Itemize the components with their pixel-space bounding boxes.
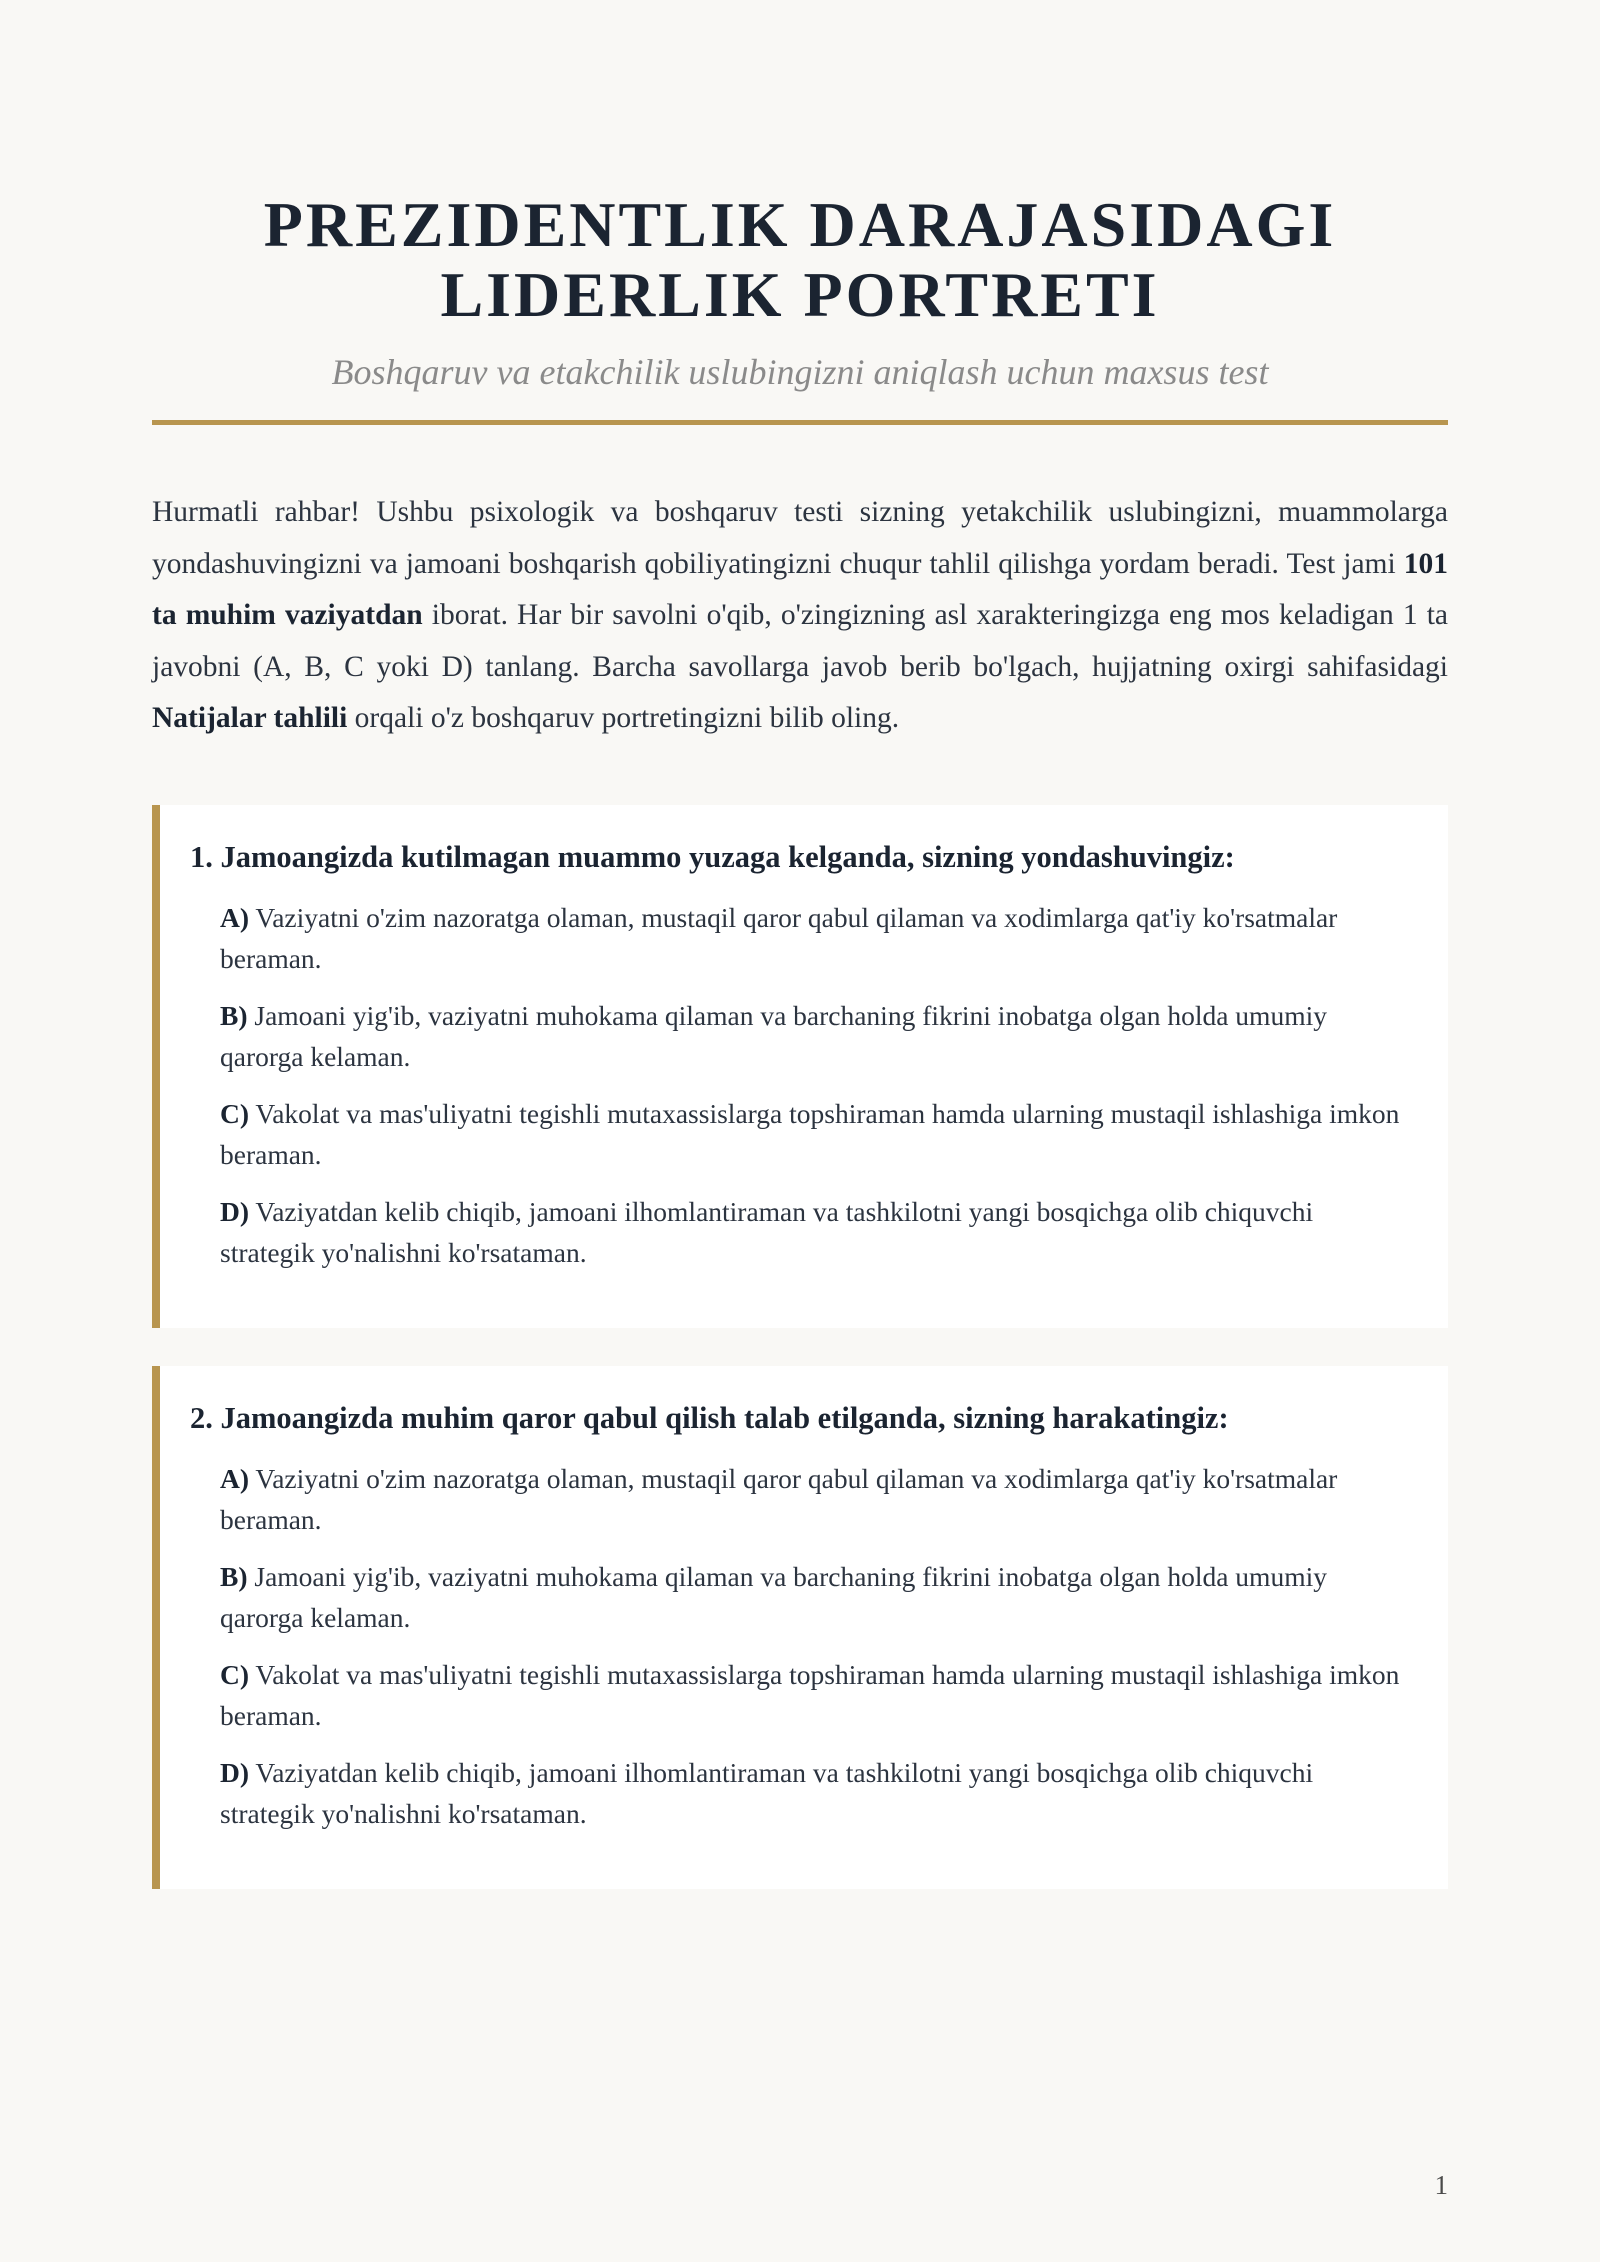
page-title bbox=[152, 190, 1448, 330]
intro-bold-question-count: 101 ta muhim vaziyatdan bbox=[152, 547, 1448, 631]
intro-bold-results-analysis: Natijalar tahlili bbox=[152, 702, 348, 734]
question-title: 1. Jamoangizda kutilmagan muammo yuzaga kelganda, sizning yondashuvingiz: bbox=[190, 839, 1235, 874]
answer-option-b[interactable] bbox=[220, 995, 1412, 1077]
option-text: Vaziyatni o'zim nazoratga olaman, mustaqil qaror qabul qilaman va xodimlarga qat'iy ko'rsatmalar beraman. bbox=[220, 1462, 1338, 1535]
title-line-2: LIDERLIK PORTRETI bbox=[440, 259, 1160, 330]
option-text: Vaziyatni o'zim nazoratga olaman, mustaqil qaror qabul qilaman va xodimlarga qat'iy ko'rsatmalar beraman. bbox=[220, 901, 1338, 974]
option-letter: D) bbox=[220, 1756, 250, 1788]
intro-text-1: Hurmatli rahbar! Ushbu psixologik va boshqaruv testi sizning yetakchilik uslubingizni, muammolarga yondashuvingizni va jamoani boshqarish qobiliyatingizni chuqur tahlil qilishga yordam beradi. Test jami bbox=[152, 496, 1448, 580]
intro-paragraph bbox=[152, 487, 1448, 745]
option-letter: C) bbox=[220, 1658, 250, 1690]
option-text: Vakolat va mas'uliyatni tegishli mutaxassislarga topshiraman hamda ularning mustaqil ishlashiga imkon beraman. bbox=[220, 1097, 1400, 1170]
option-letter: B) bbox=[220, 1560, 248, 1592]
option-letter: A) bbox=[220, 901, 250, 933]
option-letter: D) bbox=[220, 1195, 250, 1227]
header-divider bbox=[152, 420, 1448, 425]
option-text: Vaziyatdan kelib chiqib, jamoani ilhomlantiraman va tashkilotni yangi bosqichga olib chiquvchi strategik yo'nalishni ko'rsataman. bbox=[220, 1195, 1314, 1268]
answer-option-c[interactable] bbox=[220, 1654, 1412, 1736]
question-title: 2. Jamoangizda muhim qaror qabul qilish talab etilganda, sizning harakatingiz: bbox=[190, 1400, 1229, 1435]
intro-text-2: iborat. Har bir savolni o'qib, o'zingizning asl xarakteringizga eng mos keladigan 1 ta javobni (A, B, C yoki D) tanlang. Barcha savollarga javob berib bo'lgach, hujjatning oxirgi sahifasidagi bbox=[152, 599, 1448, 683]
answer-option-a[interactable] bbox=[220, 1458, 1412, 1540]
option-letter: C) bbox=[220, 1097, 250, 1129]
document-page bbox=[152, 0, 1448, 1889]
title-line-1: PREZIDENTLIK DARAJASIDAGI bbox=[263, 189, 1337, 260]
page-subtitle: Boshqaruv va etakchilik uslubingizni aniqlash uchun maxsus test bbox=[331, 352, 1269, 392]
option-text: Vaziyatdan kelib chiqib, jamoani ilhomlantiraman va tashkilotni yangi bosqichga olib chiquvchi strategik yo'nalishni ko'rsataman. bbox=[220, 1756, 1314, 1829]
option-text: Vakolat va mas'uliyatni tegishli mutaxassislarga topshiraman hamda ularning mustaqil ishlashiga imkon beraman. bbox=[220, 1658, 1400, 1731]
answer-option-c[interactable] bbox=[220, 1093, 1412, 1175]
question-card-2 bbox=[152, 1366, 1448, 1889]
page-number: 1 bbox=[1434, 2170, 1448, 2200]
answer-option-d[interactable] bbox=[220, 1752, 1412, 1834]
question-card-1 bbox=[152, 805, 1448, 1328]
option-letter: A) bbox=[220, 1462, 250, 1494]
option-text: Jamoani yig'ib, vaziyatni muhokama qilaman va barchaning fikrini inobatga olgan holda umumiy qarorga kelaman. bbox=[220, 1560, 1327, 1633]
option-text: Jamoani yig'ib, vaziyatni muhokama qilaman va barchaning fikrini inobatga olgan holda umumiy qarorga kelaman. bbox=[220, 999, 1327, 1072]
answer-option-a[interactable] bbox=[220, 897, 1412, 979]
answer-option-d[interactable] bbox=[220, 1191, 1412, 1273]
option-letter: B) bbox=[220, 999, 248, 1031]
answer-option-b[interactable] bbox=[220, 1556, 1412, 1638]
intro-text-3: orqali o'z boshqaruv portretingizni bilib oling. bbox=[347, 702, 900, 734]
